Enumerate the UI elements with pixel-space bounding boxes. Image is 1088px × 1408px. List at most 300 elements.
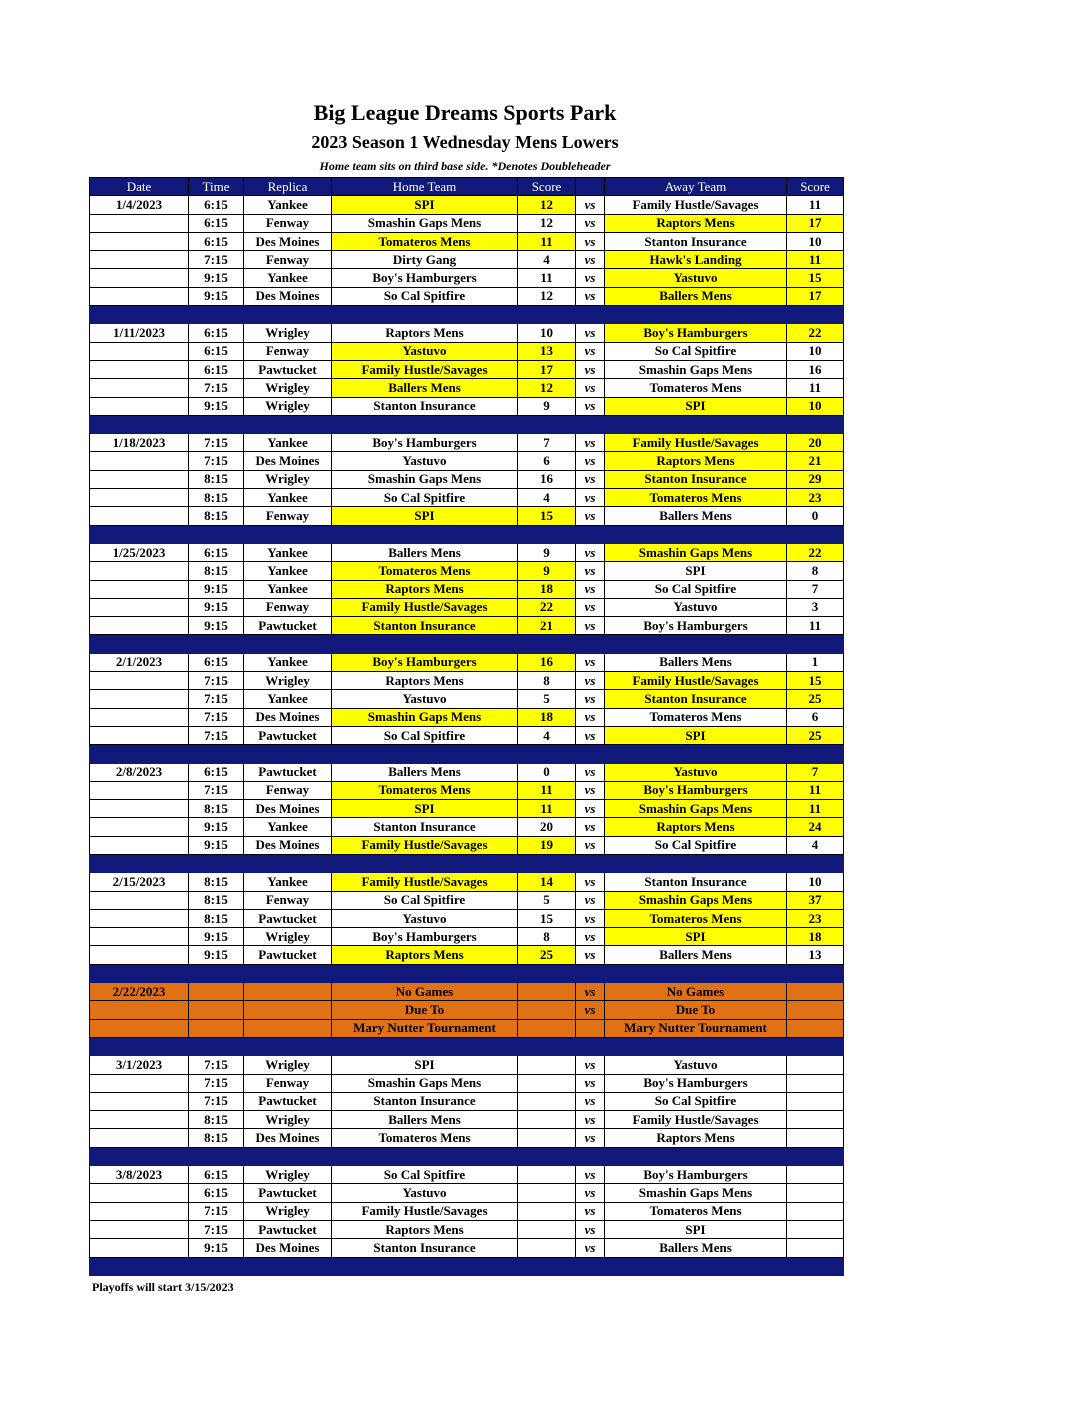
game-replica: Wrigley: [244, 1056, 332, 1074]
away-team: So Cal Spitfire: [605, 836, 787, 854]
game-time: 6:15: [189, 360, 244, 378]
away-team: Raptors Mens: [605, 214, 787, 232]
home-team: Family Hustle/Savages: [332, 836, 518, 854]
game-date: [90, 836, 189, 854]
away-team: Stanton Insurance: [605, 470, 787, 488]
home-score: 9: [518, 397, 576, 415]
home-score: [518, 1202, 576, 1220]
table-row: [90, 379, 844, 397]
game-replica: [244, 1001, 332, 1019]
home-score: 15: [518, 909, 576, 927]
game-date: 2/15/2023: [90, 873, 189, 891]
away-team: Boy's Hamburgers: [605, 781, 787, 799]
week-separator: [90, 745, 844, 763]
game-date: [90, 214, 189, 232]
vs-label: vs: [576, 379, 605, 397]
separator-cell: [189, 854, 244, 872]
home-score: 22: [518, 598, 576, 616]
game-time: 9:15: [189, 928, 244, 946]
away-team: Boy's Hamburgers: [605, 1074, 787, 1092]
home-score: [518, 1166, 576, 1184]
vs-label: vs: [576, 1239, 605, 1257]
away-team: Raptors Mens: [605, 1129, 787, 1147]
home-score: [518, 1184, 576, 1202]
away-score: [787, 1184, 844, 1202]
game-replica: Wrigley: [244, 324, 332, 342]
separator-cell: [576, 1147, 605, 1165]
game-replica: Yankee: [244, 489, 332, 507]
separator-cell: [787, 1037, 844, 1055]
game-replica: Yankee: [244, 690, 332, 708]
game-time: 9:15: [189, 818, 244, 836]
vs-label: vs: [576, 818, 605, 836]
table-row: [90, 800, 844, 818]
table-row: [90, 1220, 844, 1238]
away-team: SPI: [605, 1220, 787, 1238]
away-team: Tomateros Mens: [605, 909, 787, 927]
game-date: [90, 928, 189, 946]
table-row: [90, 287, 844, 305]
separator-cell: [518, 306, 576, 324]
game-replica: Pawtucket: [244, 1184, 332, 1202]
game-replica: Des Moines: [244, 232, 332, 250]
header-row: [90, 178, 844, 196]
home-team: Boy's Hamburgers: [332, 269, 518, 287]
home-team: Raptors Mens: [332, 1220, 518, 1238]
game-time: 9:15: [189, 946, 244, 964]
away-score: [787, 1166, 844, 1184]
table-row: [90, 360, 844, 378]
away-score: 11: [787, 379, 844, 397]
separator-cell: [189, 964, 244, 982]
game-date: 1/25/2023: [90, 543, 189, 561]
table-row: [90, 690, 844, 708]
home-team: Raptors Mens: [332, 672, 518, 690]
separator-cell: [189, 1147, 244, 1165]
game-time: 7:15: [189, 1074, 244, 1092]
away-score: 10: [787, 397, 844, 415]
away-score: 23: [787, 489, 844, 507]
table-row: [90, 1074, 844, 1092]
home-team: Boy's Hamburgers: [332, 928, 518, 946]
away-team: No Games: [605, 983, 787, 1001]
home-team: Family Hustle/Savages: [332, 360, 518, 378]
away-score: 15: [787, 672, 844, 690]
game-time: 8:15: [189, 891, 244, 909]
separator-cell: [518, 1037, 576, 1055]
home-score: 6: [518, 452, 576, 470]
separator-cell: [332, 854, 518, 872]
table-row: [90, 342, 844, 360]
home-team: Ballers Mens: [332, 763, 518, 781]
game-replica: Yankee: [244, 543, 332, 561]
separator-cell: [244, 1257, 332, 1275]
game-time: 8:15: [189, 1111, 244, 1129]
game-date: [90, 1019, 189, 1037]
away-team: Ballers Mens: [605, 287, 787, 305]
separator-cell: [518, 635, 576, 653]
separator-cell: [244, 1037, 332, 1055]
home-team: Stanton Insurance: [332, 617, 518, 635]
table-row: [90, 470, 844, 488]
table-row: [90, 781, 844, 799]
vs-label: vs: [576, 617, 605, 635]
table-row: [90, 1184, 844, 1202]
away-team: Tomateros Mens: [605, 489, 787, 507]
table-row: [90, 1092, 844, 1110]
away-team: Ballers Mens: [605, 507, 787, 525]
away-team: Boy's Hamburgers: [605, 324, 787, 342]
game-date: [90, 781, 189, 799]
separator-cell: [244, 1147, 332, 1165]
vs-label: vs: [576, 873, 605, 891]
table-row: [90, 232, 844, 250]
table-row: [90, 1166, 844, 1184]
separator-cell: [332, 1147, 518, 1165]
col-time: Time: [189, 178, 244, 196]
game-time: 8:15: [189, 562, 244, 580]
home-team: Ballers Mens: [332, 379, 518, 397]
away-team: Smashin Gaps Mens: [605, 1184, 787, 1202]
away-team: Due To: [605, 1001, 787, 1019]
game-date: [90, 1239, 189, 1257]
game-date: [90, 1184, 189, 1202]
separator-cell: [189, 1037, 244, 1055]
game-time: 9:15: [189, 598, 244, 616]
table-row: [90, 928, 844, 946]
table-row: [90, 653, 844, 671]
game-time: 8:15: [189, 873, 244, 891]
home-team: Yastuvo: [332, 1184, 518, 1202]
table-row: [90, 1239, 844, 1257]
vs-label: vs: [576, 1202, 605, 1220]
game-date: 1/4/2023: [90, 196, 189, 214]
home-score: 5: [518, 891, 576, 909]
table-row: [90, 562, 844, 580]
page-note: Home team sits on third base side. *Denotes Doubleheader: [319, 159, 611, 173]
table-row: [90, 452, 844, 470]
table-row: [90, 873, 844, 891]
game-replica: Fenway: [244, 598, 332, 616]
home-team: Family Hustle/Savages: [332, 1202, 518, 1220]
home-score: [518, 1001, 576, 1019]
table-row: [90, 1001, 844, 1019]
separator-cell: [605, 964, 787, 982]
home-team: Smashin Gaps Mens: [332, 708, 518, 726]
home-score: 9: [518, 562, 576, 580]
separator-cell: [605, 525, 787, 543]
home-team: Family Hustle/Savages: [332, 598, 518, 616]
game-date: [90, 598, 189, 616]
game-date: [90, 251, 189, 269]
game-date: 3/1/2023: [90, 1056, 189, 1074]
vs-label: vs: [576, 543, 605, 561]
home-team: Yastuvo: [332, 342, 518, 360]
game-time: 7:15: [189, 690, 244, 708]
away-team: Smashin Gaps Mens: [605, 891, 787, 909]
game-time: 6:15: [189, 1166, 244, 1184]
home-score: 11: [518, 800, 576, 818]
game-replica: [244, 1019, 332, 1037]
table-row: [90, 1019, 844, 1037]
game-replica: Yankee: [244, 873, 332, 891]
home-score: 11: [518, 269, 576, 287]
game-date: [90, 580, 189, 598]
week-separator: [90, 635, 844, 653]
separator-cell: [90, 1147, 189, 1165]
separator-cell: [787, 525, 844, 543]
home-score: 5: [518, 690, 576, 708]
table-row: [90, 507, 844, 525]
game-date: [90, 452, 189, 470]
game-date: [90, 1001, 189, 1019]
away-score: [787, 1111, 844, 1129]
away-team: Family Hustle/Savages: [605, 434, 787, 452]
game-date: [90, 507, 189, 525]
away-score: [787, 1001, 844, 1019]
away-score: 25: [787, 726, 844, 744]
game-date: 3/8/2023: [90, 1166, 189, 1184]
away-score: 6: [787, 708, 844, 726]
separator-cell: [518, 525, 576, 543]
table-row: [90, 983, 844, 1001]
home-score: 16: [518, 653, 576, 671]
separator-cell: [332, 964, 518, 982]
separator-cell: [605, 415, 787, 433]
game-date: [90, 672, 189, 690]
separator-cell: [518, 1147, 576, 1165]
separator-cell: [189, 415, 244, 433]
away-team: Stanton Insurance: [605, 873, 787, 891]
game-date: [90, 1092, 189, 1110]
game-date: [90, 617, 189, 635]
game-date: [90, 909, 189, 927]
separator-cell: [787, 1147, 844, 1165]
game-time: 9:15: [189, 287, 244, 305]
table-row: [90, 397, 844, 415]
game-replica: Pawtucket: [244, 617, 332, 635]
vs-label: vs: [576, 708, 605, 726]
game-time: 6:15: [189, 653, 244, 671]
vs-label: vs: [576, 946, 605, 964]
table-row: [90, 763, 844, 781]
separator-cell: [244, 745, 332, 763]
separator-cell: [576, 635, 605, 653]
vs-label: vs: [576, 434, 605, 452]
away-team: Tomateros Mens: [605, 1202, 787, 1220]
table-row: [90, 196, 844, 214]
home-team: SPI: [332, 1056, 518, 1074]
game-replica: Des Moines: [244, 1129, 332, 1147]
vs-label: vs: [576, 598, 605, 616]
game-replica: Pawtucket: [244, 1220, 332, 1238]
home-score: 11: [518, 232, 576, 250]
table-row: [90, 836, 844, 854]
table-row: [90, 708, 844, 726]
game-replica: Fenway: [244, 214, 332, 232]
game-time: 6:15: [189, 232, 244, 250]
table-row: [90, 1111, 844, 1129]
game-time: 7:15: [189, 781, 244, 799]
home-team: So Cal Spitfire: [332, 489, 518, 507]
away-score: 17: [787, 287, 844, 305]
separator-cell: [518, 964, 576, 982]
vs-label: vs: [576, 891, 605, 909]
game-replica: Wrigley: [244, 470, 332, 488]
separator-cell: [605, 1147, 787, 1165]
home-score: 9: [518, 543, 576, 561]
home-team: No Games: [332, 983, 518, 1001]
separator-cell: [576, 745, 605, 763]
home-score: [518, 1019, 576, 1037]
separator-cell: [605, 1257, 787, 1275]
separator-cell: [787, 1257, 844, 1275]
week-separator: [90, 964, 844, 982]
game-date: [90, 562, 189, 580]
col-away-score: Score: [787, 178, 844, 196]
game-time: 7:15: [189, 1220, 244, 1238]
game-time: 6:15: [189, 324, 244, 342]
separator-cell: [518, 854, 576, 872]
away-score: [787, 983, 844, 1001]
separator-cell: [189, 745, 244, 763]
game-replica: Des Moines: [244, 708, 332, 726]
away-score: 13: [787, 946, 844, 964]
away-score: [787, 1129, 844, 1147]
game-time: 6:15: [189, 763, 244, 781]
game-time: 8:15: [189, 507, 244, 525]
away-team: Smashin Gaps Mens: [605, 543, 787, 561]
game-date: [90, 1202, 189, 1220]
col-replica: Replica: [244, 178, 332, 196]
vs-label: vs: [576, 580, 605, 598]
game-date: [90, 726, 189, 744]
separator-cell: [244, 415, 332, 433]
table-row: [90, 1129, 844, 1147]
home-score: [518, 1111, 576, 1129]
away-score: 0: [787, 507, 844, 525]
game-time: 7:15: [189, 1056, 244, 1074]
home-team: Tomateros Mens: [332, 781, 518, 799]
game-time: 8:15: [189, 800, 244, 818]
vs-label: vs: [576, 1092, 605, 1110]
vs-label: vs: [576, 214, 605, 232]
separator-cell: [332, 415, 518, 433]
game-time: 6:15: [189, 214, 244, 232]
game-time: 9:15: [189, 836, 244, 854]
separator-cell: [244, 525, 332, 543]
home-team: Dirty Gang: [332, 251, 518, 269]
game-time: 7:15: [189, 708, 244, 726]
vs-label: vs: [576, 909, 605, 927]
away-score: 37: [787, 891, 844, 909]
table-row: [90, 269, 844, 287]
home-score: 18: [518, 580, 576, 598]
home-team: Raptors Mens: [332, 580, 518, 598]
game-date: [90, 342, 189, 360]
table-row: [90, 324, 844, 342]
vs-label: vs: [576, 287, 605, 305]
vs-label: [576, 1019, 605, 1037]
vs-label: vs: [576, 232, 605, 250]
col-away-team: Away Team: [605, 178, 787, 196]
separator-cell: [787, 306, 844, 324]
away-team: Ballers Mens: [605, 653, 787, 671]
home-score: [518, 1239, 576, 1257]
game-time: 6:15: [189, 342, 244, 360]
game-time: [189, 1019, 244, 1037]
page-subtitle: 2023 Season 1 Wednesday Mens Lowers: [311, 132, 619, 152]
separator-cell: [518, 1257, 576, 1275]
home-team: Boy's Hamburgers: [332, 434, 518, 452]
separator-cell: [244, 306, 332, 324]
home-score: [518, 1092, 576, 1110]
game-time: 8:15: [189, 909, 244, 927]
home-team: Raptors Mens: [332, 946, 518, 964]
home-score: 16: [518, 470, 576, 488]
away-team: Yastuvo: [605, 763, 787, 781]
separator-cell: [605, 1037, 787, 1055]
separator-cell: [332, 525, 518, 543]
game-replica: Yankee: [244, 269, 332, 287]
away-score: [787, 1239, 844, 1257]
game-time: 7:15: [189, 1092, 244, 1110]
separator-cell: [90, 854, 189, 872]
game-replica: Fenway: [244, 891, 332, 909]
away-score: [787, 1202, 844, 1220]
separator-cell: [576, 1037, 605, 1055]
game-date: [90, 1220, 189, 1238]
home-score: 10: [518, 324, 576, 342]
separator-cell: [189, 1257, 244, 1275]
separator-cell: [787, 964, 844, 982]
game-replica: Yankee: [244, 818, 332, 836]
vs-label: vs: [576, 489, 605, 507]
game-time: 9:15: [189, 580, 244, 598]
separator-cell: [90, 306, 189, 324]
away-team: Hawk's Landing: [605, 251, 787, 269]
away-score: [787, 1092, 844, 1110]
vs-label: vs: [576, 672, 605, 690]
game-time: [189, 983, 244, 1001]
away-score: 7: [787, 763, 844, 781]
game-date: [90, 1129, 189, 1147]
home-team: Smashin Gaps Mens: [332, 214, 518, 232]
home-score: 17: [518, 360, 576, 378]
game-time: 7:15: [189, 672, 244, 690]
schedule-table: [89, 177, 844, 1276]
away-team: Ballers Mens: [605, 1239, 787, 1257]
away-team: So Cal Spitfire: [605, 1092, 787, 1110]
game-replica: Yankee: [244, 434, 332, 452]
vs-label: vs: [576, 653, 605, 671]
away-score: 24: [787, 818, 844, 836]
game-date: [90, 232, 189, 250]
away-score: 22: [787, 324, 844, 342]
separator-cell: [244, 964, 332, 982]
away-score: 15: [787, 269, 844, 287]
vs-label: vs: [576, 397, 605, 415]
game-replica: Wrigley: [244, 397, 332, 415]
table-row: [90, 672, 844, 690]
home-score: 12: [518, 214, 576, 232]
away-team: Family Hustle/Savages: [605, 196, 787, 214]
separator-cell: [576, 525, 605, 543]
vs-label: vs: [576, 1001, 605, 1019]
footer-note: Playoffs will start 3/15/2023: [92, 1280, 234, 1294]
week-separator: [90, 306, 844, 324]
away-score: 17: [787, 214, 844, 232]
